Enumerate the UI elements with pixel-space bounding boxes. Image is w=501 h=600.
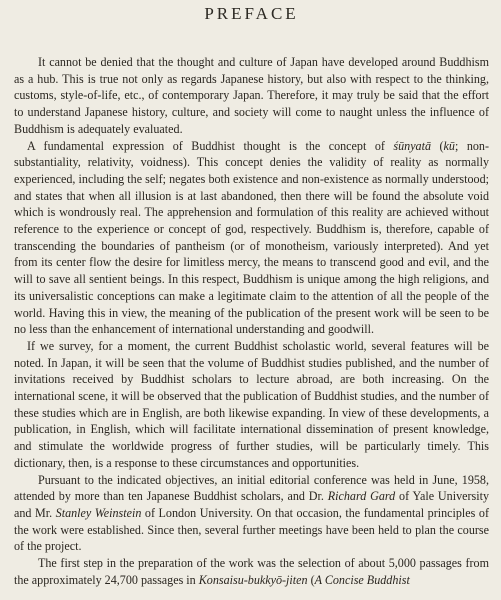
paragraph-4-name1: Richard Gard xyxy=(327,489,396,504)
paragraph-2-post: ; non-substantiality, relativity, voidness). This concept denies the validity of reality as normally experienced, including the self; negates both existence and non-existence as normally understood; and states that when all illusion is at last abandoned, then there will be found the absolute void which is wondrously real. The apprehension and formulation of this reality are achieved without reference to the experience or concept of god, respectively. Buddhism is, therefore, capable of transcending the boundaries of pantheism (or of monotheism, variously interpreted). And yet from its center flow the desire for limitless mercy, the means to transcend good and evil, and the will to save all sentient beings. In this respect, Buddhism is unique among the high religions, and its universalistic conceptions can make a legitimate claim to the attention of all the people of the world. Having this in view, the meaning of the publication of the present work will be seen to be no less than the enhancement of international understanding and goodwill. xyxy=(14,138,489,337)
paragraph-5-book: Konsaisu-bukkyō-jiten xyxy=(198,572,308,587)
paragraph-5-post: ( xyxy=(307,572,315,587)
paragraph-2-mid: ( xyxy=(431,138,444,153)
paragraph-3 xyxy=(14,338,489,472)
paragraph-2-term2: kū xyxy=(443,138,455,153)
paragraph-2-pre: A fundamental expression of Buddhist thought is the concept of xyxy=(27,138,394,153)
paragraph-1 xyxy=(14,54,489,138)
paragraph-4-name2: Stanley Weinstein xyxy=(55,505,142,520)
paragraph-4-pre: Pursuant to the indicated objectives, an initial editorial conference was held in June, 1958, attended by more than ten Japanese Buddhist scholars, and Dr. xyxy=(14,472,489,504)
paragraph-4-mid: of Yale University and Mr. xyxy=(14,489,489,520)
paragraph-2 xyxy=(14,138,489,338)
paragraph-5 xyxy=(14,555,489,588)
page-title: PREFACE xyxy=(204,4,299,23)
paragraph-5-book2: A Concise Buddhist xyxy=(314,572,410,587)
paragraph-4-post: of London University. On that occasion, the fundamental principles of the work were established. Since then, several further meetings have been held to plan the course of the project. xyxy=(14,505,489,554)
paragraph-4 xyxy=(14,472,489,556)
paragraph-3-text: If we survey, for a moment, the current Buddhist scholastic world, several features will be noted. In Japan, it will be seen that the volume of Buddhist studies published, and the number of invitations received by Buddhist scholars to lecture abroad, are both increasing. On the international scene, it will be observed that the publication of Buddhist studies, and the number of these studies which are in English, are both likewise expanding. In view of these developments, a publication, in English, which will facilitate international dissemination of present knowledge, and stimulate the worldwide progress of further studies, will be particularly timely. This dictionary, then, is a response to these circumstances and opportunities. xyxy=(14,338,489,470)
paragraph-2-term: śūnyatā xyxy=(393,138,432,153)
paragraph-5-pre: The first step in the preparation of the work was the selection of about 5,000 passages from the approximately 24,700 passages in xyxy=(14,556,489,587)
paragraph-1-text: It cannot be denied that the thought and culture of Japan have developed around Buddhism as a hub. This is true not only as regards Japanese history, but also with respect to the thinking, customs, style-of-life, etc., of contemporary Japan. Therefore, it may truly be said that the effort to understand Japanese history, culture, and society will come to naught unless the influence of Buddhism is adequately evaluated. xyxy=(14,55,489,136)
